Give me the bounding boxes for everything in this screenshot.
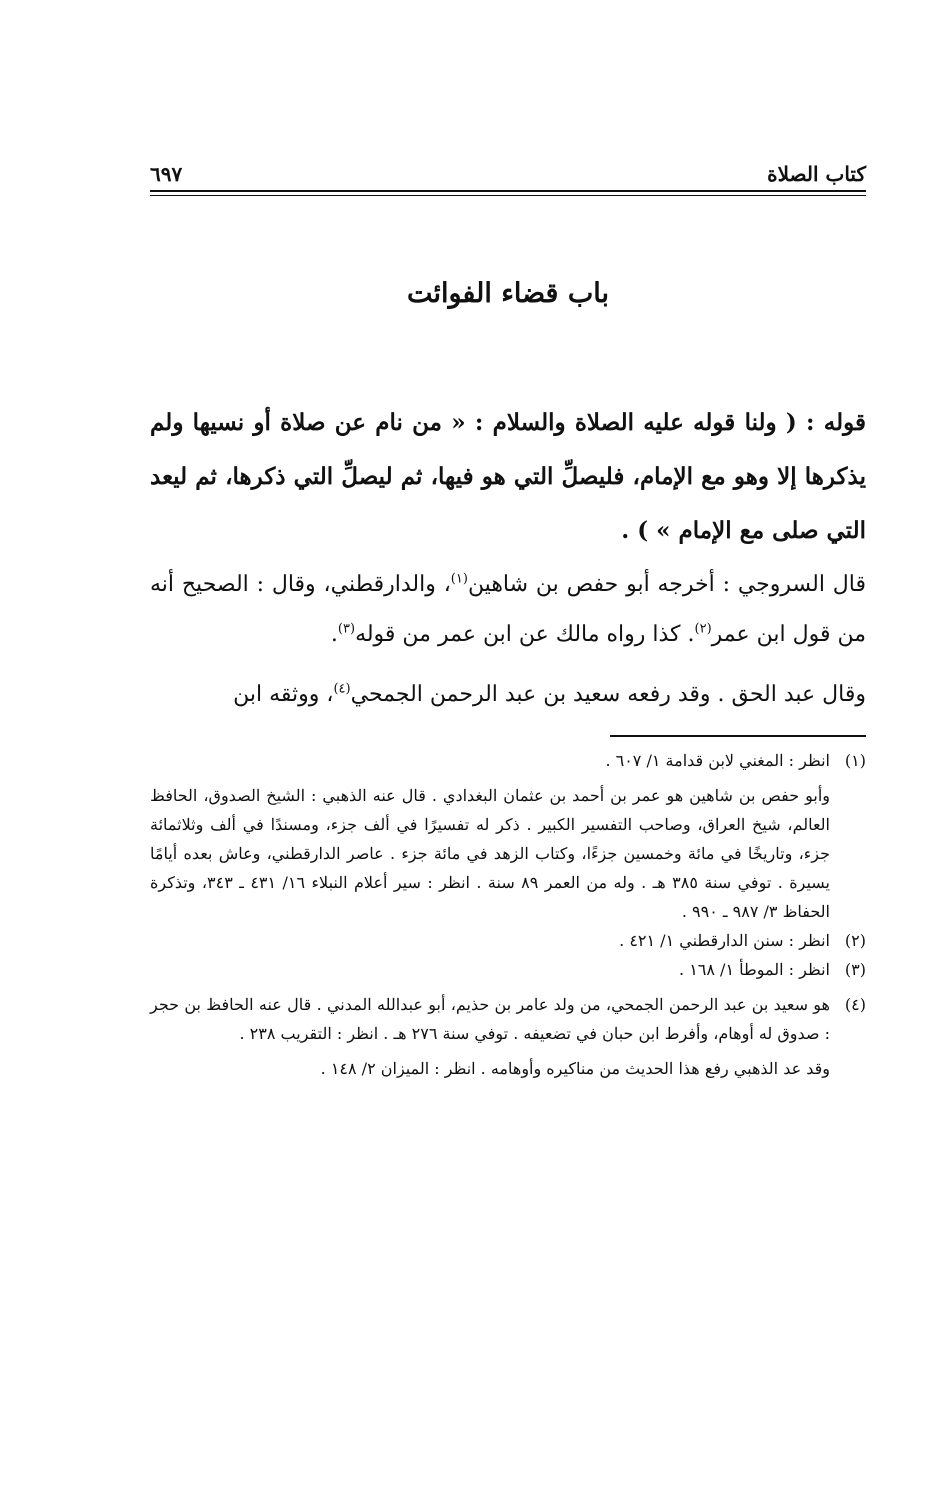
paragraph-text: . كذا رواه مالك عن ابن عمر من قوله	[355, 622, 695, 647]
quoted-text-paragraph: قوله : ( ولنا قوله عليه الصلاة والسلام : « من نام عن صلاة أو نسيها ولم يذكرها إلا وهو مع الإمام، فليصلِّ التي هو فيها، ثم ليصلِّ التي ذكرها، ثم ليعد التي صلى مع الإمام » ) .	[150, 409, 866, 544]
footnotes-section	[150, 746, 866, 1083]
footnote-1	[150, 746, 866, 775]
footnote-2	[150, 926, 866, 955]
footnote-1-continuation: وأبو حفص بن شاهين هو عمر بن أحمد بن عثمان البغدادي . قال عنه الذهبي : الشيخ الصدوق، الحافظ العالم، شيخ العراق، وصاحب التفسير الكبير . ذكر له تفسيرًا في ألف جزء، ومسندًا في ألف وثلاثمائة جزء، وتاريخًا في مائة وخمسين جزءًا، وكتاب الزهد في مائة جزء . عاصر الدارقطني، وعاش بعده أيامًا يسيرة . توفي سنة ٣٨٥ هـ . وله من العمر ٨٩ سنة . انظر : سير أعلام النبلاء ١٦/ ٤٣١ ـ ٣٤٣، وتذكرة الحفاظ ٣/ ٩٨٧ ـ ٩٩٠ .	[150, 786, 830, 921]
footnote-separator	[610, 735, 866, 737]
paragraph-text: ، ووثقه ابن	[233, 682, 334, 707]
footnote-text: هو سعيد بن عبد الرحمن الجمحي، من ولد عامر بن حذيم، أبو عبدالله المدني . قال عنه الحافظ بن حجر : صدوق له أوهام، وأفرط ابن حبان في تضعيفه . توفي سنة ٢٧٦ هـ . انظر : التقريب ٢٣٨ .	[150, 995, 830, 1043]
paragraph-text: قال السروجي : أخرجه أبو حفص بن شاهين	[467, 572, 866, 597]
footnote-number: (٣)	[844, 960, 866, 979]
commentary-paragraph	[150, 560, 866, 660]
page-number: ٦٩٧	[150, 162, 183, 186]
footnote-number: (٢)	[844, 931, 866, 950]
header-rule	[150, 190, 866, 192]
footnote-3	[150, 955, 866, 984]
commentary-paragraph	[150, 670, 866, 720]
chapter-title: باب قضاء الفوائت	[406, 278, 610, 309]
running-header-title: كتاب الصلاة	[767, 162, 866, 186]
running-header	[150, 150, 866, 186]
header-rule-thin	[150, 195, 866, 196]
paragraph-text: وقال عبد الحق . وقد رفعه سعيد بن عبد الرحمن الجمحي	[350, 682, 866, 707]
paragraph-text: ، والدارقطني، وقال : الصحيح أنه من قول ابن عمر	[150, 572, 866, 647]
footnote-number: (٤)	[844, 995, 866, 1014]
footnote-4-continuation: وقد عد الذهبي رفع هذا الحديث من مناكيره وأوهامه . انظر : الميزان ٢/ ١٤٨ .	[320, 1059, 830, 1078]
paragraph-text: .	[330, 622, 338, 647]
footnote-marker-4[interactable]: (٤)	[333, 681, 351, 697]
footnote-number: (١)	[844, 751, 866, 770]
footnote-4	[150, 990, 866, 1048]
footnote-text: انظر : الموطأ ١/ ١٦٨ .	[679, 960, 830, 979]
footnote-marker-1[interactable]: (١)	[450, 571, 468, 587]
footnote-text: انظر : المغني لابن قدامة ١/ ٦٠٧ .	[605, 751, 830, 770]
footnote-marker-2[interactable]: (٢)	[694, 621, 712, 637]
footnote-marker-3[interactable]: (٣)	[337, 621, 356, 637]
footnote-text: انظر : سنن الدارقطني ١/ ٤٢١ .	[619, 931, 830, 950]
